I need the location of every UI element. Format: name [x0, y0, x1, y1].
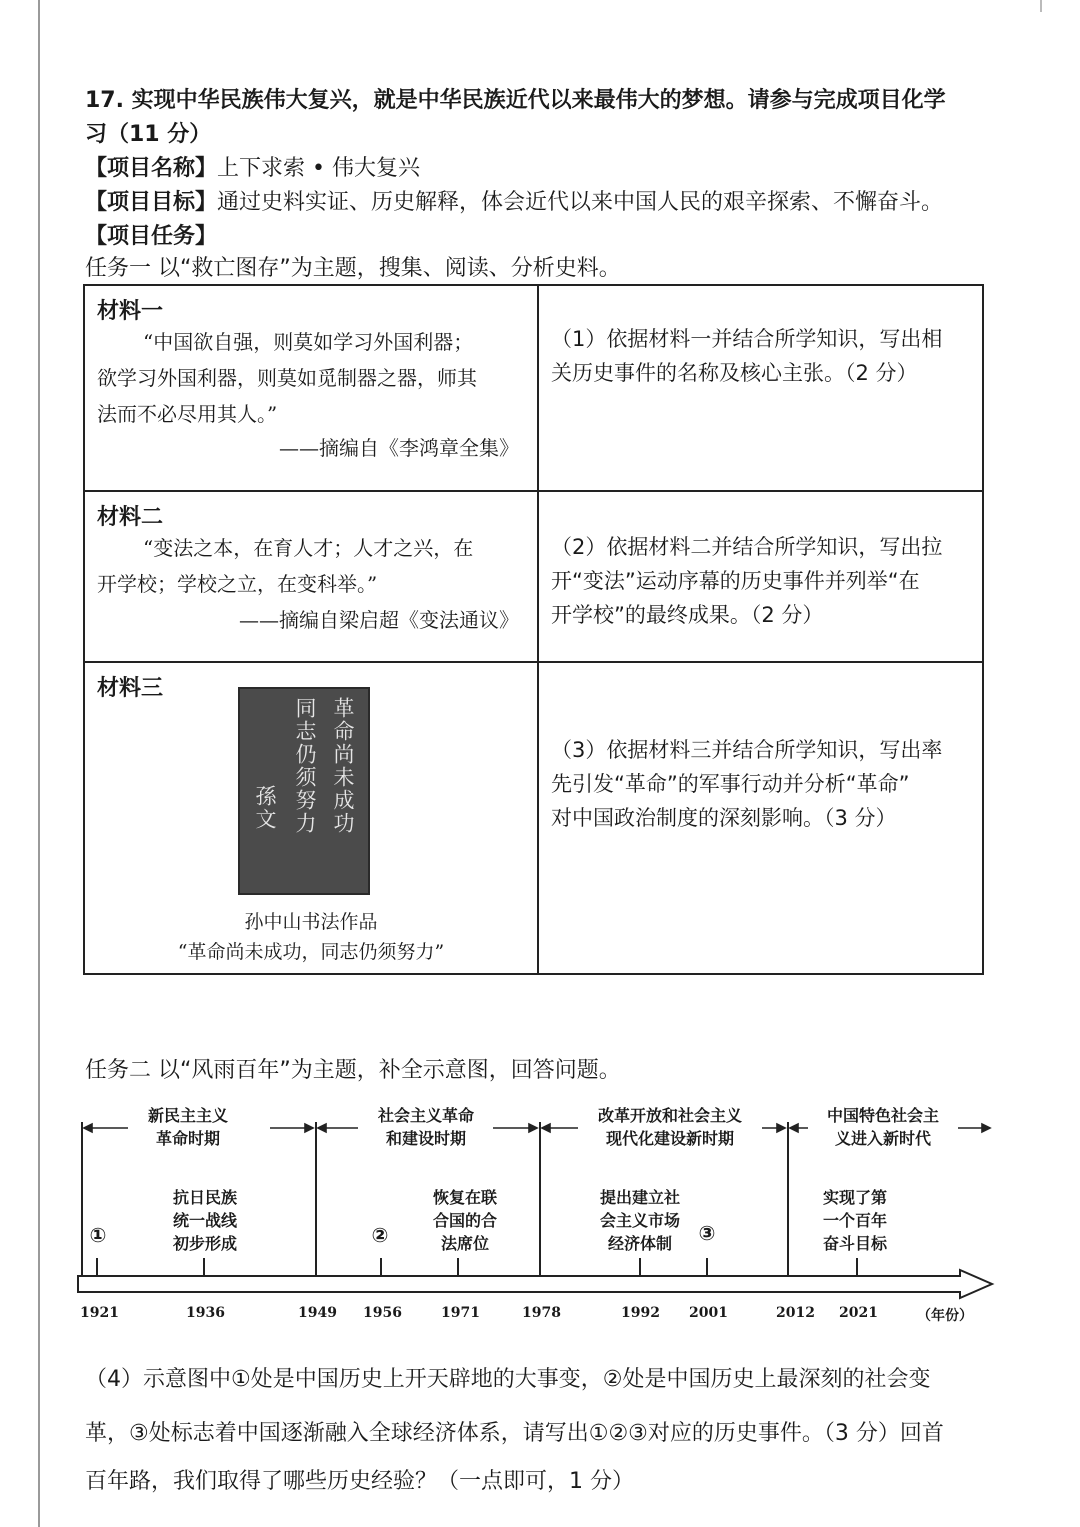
question-3-line: 先引发“革命”的军事行动并分析“革命”	[551, 772, 910, 796]
period-arrowhead	[529, 1124, 537, 1132]
question-3-cell	[538, 662, 983, 974]
task1-heading: 任务一 以“救亡图存”为主题，搜集、阅读、分析史料。	[85, 256, 621, 281]
project-task-label: 【项目任务】	[85, 224, 218, 249]
period-label	[808, 1104, 958, 1150]
calligraphy-caption-line: 孙中山书法作品	[244, 911, 378, 933]
period-label-line: 新民主主义	[147, 1106, 228, 1125]
material-1-title: 材料一	[97, 299, 164, 324]
year-tick	[639, 1258, 641, 1276]
event-label-line: 奋斗目标	[822, 1234, 887, 1253]
material-row-2	[84, 491, 983, 662]
materials-table	[83, 284, 984, 975]
period-arrowhead	[777, 1124, 785, 1132]
question-3-line: 对中国政治制度的深刻影响。（3 分）	[551, 806, 897, 830]
period-label	[360, 1104, 492, 1150]
year-label: 2001	[689, 1305, 728, 1321]
project-goal-label: 【项目目标】	[85, 190, 218, 215]
material-row-3	[84, 662, 983, 974]
timeline-divider	[787, 1122, 789, 1280]
material-1-source: ——摘编自《李鸿章全集》	[279, 436, 519, 460]
period-arrowhead	[790, 1124, 798, 1132]
period-label	[128, 1104, 248, 1150]
material-1-quote-line: 欲学习外国利器，则莫如觅制器之器，师其	[97, 366, 477, 390]
material-2-source: ——摘编自梁启超《变法通议》	[239, 608, 519, 632]
material-row-1	[84, 285, 983, 491]
question-1-line: 关历史事件的名称及核心主张。（2 分）	[551, 361, 918, 385]
calligraphy-caption-line: “革命尚未成功，同志仍须努力”	[177, 941, 445, 963]
year-tick	[457, 1258, 459, 1276]
question-2-line: （2）依据材料二并结合所学知识，写出拉	[551, 535, 943, 559]
year-tick	[203, 1258, 205, 1276]
year-label: 2021	[839, 1305, 878, 1321]
period-label-line: 和建设时期	[385, 1129, 466, 1148]
event-label-line: 恢复在联	[432, 1188, 497, 1207]
material-3-title: 材料三	[97, 676, 164, 701]
q4-line: 百年路，我们取得了哪些历史经验？（一点即可，1 分）	[85, 1469, 634, 1494]
event-label	[585, 1186, 695, 1255]
year-label: 1949	[298, 1305, 337, 1321]
q4-line: 革，③处标志着中国逐渐融入全球经济体系，请写出①②③对应的历史事件。（3 分）回首	[85, 1421, 944, 1446]
year-label: 1978	[522, 1305, 561, 1321]
year-label: 2012	[776, 1305, 815, 1321]
task2-heading: 任务二 以“风雨百年”为主题，补全示意图，回答问题。	[85, 1058, 621, 1083]
period-label-line: 现代化建设新时期	[605, 1129, 734, 1148]
timeline-axis-arrow	[78, 1270, 992, 1298]
event-label-line: 抗日民族	[172, 1188, 237, 1207]
event-label	[810, 1186, 900, 1255]
year-tick	[380, 1258, 382, 1276]
page-edge-right	[1040, 0, 1042, 12]
year-tick	[856, 1258, 858, 1276]
year-label: 1921	[80, 1305, 119, 1321]
period-label-line: 革命时期	[155, 1129, 220, 1148]
year-tick	[706, 1258, 708, 1276]
question-line-2: 习（11 分）	[85, 122, 212, 147]
project-goal-row	[85, 186, 943, 220]
material-2-quote-line: 开学校；学校之立，在变科举。”	[97, 572, 378, 596]
event-marker-1: ①	[89, 1223, 107, 1247]
timeline-divider	[81, 1122, 83, 1280]
event-label-line: 初步形成	[172, 1234, 237, 1253]
year-label: 1956	[363, 1305, 402, 1321]
material-2-quote-line: “变法之本，在育人才；人才之兴，在	[143, 536, 474, 560]
project-name-row	[85, 152, 420, 186]
year-label: 1971	[441, 1305, 480, 1321]
material-1-cell	[84, 285, 538, 491]
period-arrowhead	[318, 1124, 326, 1132]
timeline-divider	[539, 1122, 541, 1280]
period-label-line: 改革开放和社会主义	[597, 1106, 742, 1125]
period-label	[580, 1104, 760, 1150]
question-2-line: 开“变法”运动序幕的历史事件并列举“在	[551, 569, 920, 593]
period-arrowhead	[84, 1124, 92, 1132]
question-line-1: 17. 实现中华民族伟大复兴，就是中华民族近代以来最伟大的梦想。请参与完成项目化学	[85, 88, 946, 113]
page-edge	[38, 0, 40, 1527]
material-2-title: 材料二	[97, 505, 164, 530]
calligraphy-image	[238, 687, 370, 895]
project-goal: 通过史料实证、历史解释，体会近代以来中国人民的艰辛探索、不懈奋斗。	[217, 190, 944, 215]
event-label-line: 法席位	[440, 1234, 489, 1253]
question-2-line: 开学校”的最终成果。（2 分）	[551, 603, 824, 627]
material-2-cell	[84, 491, 538, 662]
event-label	[160, 1186, 250, 1255]
period-arrowhead	[305, 1124, 313, 1132]
period-arrowhead	[542, 1124, 550, 1132]
material-1-quote-line: “中国欲自强，则莫如学习外国利器；	[143, 330, 474, 354]
event-label-line: 提出建立社	[599, 1188, 680, 1207]
project-name-label: 【项目名称】	[85, 156, 218, 181]
event-marker-2: ②	[371, 1223, 389, 1247]
period-label-line: 义进入新时代	[834, 1129, 931, 1148]
event-label-line: 会主义市场	[599, 1211, 680, 1230]
material-1-quote-line: 法而不必尽用其人。”	[97, 402, 278, 426]
question-1-line: （1）依据材料一并结合所学知识，写出相	[551, 327, 943, 351]
event-label-line: 统一战线	[172, 1211, 237, 1230]
event-label-line: 合国的合	[432, 1211, 497, 1230]
question-1-cell	[538, 285, 983, 491]
period-label-line: 中国特色社会主	[826, 1106, 939, 1125]
q4-line: （4）示意图中①处是中国历史上开天辟地的大事变，②处是中国历史上最深刻的社会变	[85, 1367, 931, 1392]
material-3-cell	[84, 662, 538, 974]
period-arrowhead	[982, 1124, 990, 1132]
year-label: 1936	[186, 1305, 225, 1321]
event-label-line: 实现了第	[822, 1188, 887, 1207]
year-unit-label: （年份）	[917, 1308, 973, 1324]
question-3-line: （3）依据材料三并结合所学知识，写出率	[551, 738, 943, 762]
question-2-cell	[538, 491, 983, 662]
event-label-line: 一个百年	[822, 1211, 887, 1230]
year-label: 1992	[621, 1305, 660, 1321]
calligraphy-column: 革命尚未成功	[331, 697, 355, 835]
project-name: 上下求索 • 伟大复兴	[217, 156, 420, 181]
timeline-divider	[315, 1122, 317, 1280]
event-label-line: 经济体制	[607, 1234, 672, 1253]
period-label-line: 社会主义革命	[377, 1106, 474, 1125]
event-label	[420, 1186, 510, 1255]
event-marker-3: ③	[698, 1221, 716, 1245]
calligraphy-column: 同志仍须努力	[293, 697, 317, 835]
calligraphy-signature: 孫文	[253, 785, 277, 831]
year-tick	[96, 1258, 98, 1276]
